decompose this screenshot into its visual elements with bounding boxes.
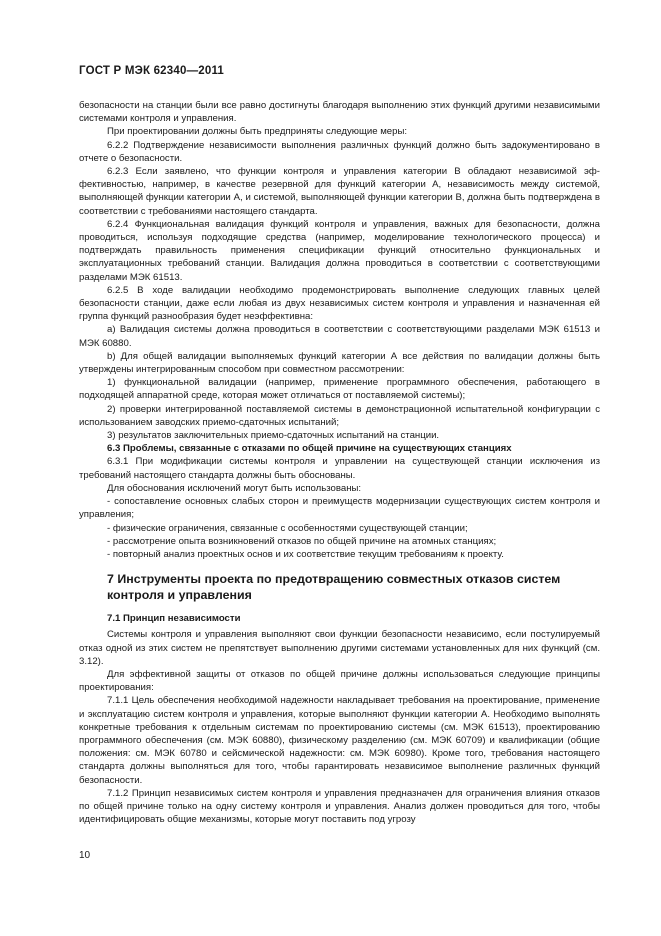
- dash-item: - повторный анализ проектных основ и их соответствие текущим требованиям к проекту.: [107, 548, 504, 560]
- clause-6-3-1: 6.3.1 При модификации системы контроля и управлении на существующей станции исключения из требований настоящего стандарта должны быть обоснованы.: [79, 456, 600, 481]
- clause-6-2-3: 6.2.3 Если заявлено, что функции контроля и управления категории В обладают независимой эффективностью, например, в качестве резервной для функций категории А, независимость между системой, выполняющей функции категории А, и системой, выполняющей функции категории В, должна быть подтверждена в соответствии с требованиями настоящего стандарта.: [79, 166, 600, 217]
- dash-item: - сопоставление основных слабых сторон и преимуществ модернизации существующих систем контроля и управления;: [79, 496, 600, 521]
- page-number: 10: [79, 850, 91, 861]
- subsection-7-1-heading: 7.1 Принцип независимости: [107, 613, 241, 625]
- list-item-3: 3) результатов заключительных приемо-сдаточных испытаний на станции.: [107, 430, 440, 442]
- section-7-heading: 7 Инструменты проекта по предотвращению совместных отказов систем контроля и управления: [107, 572, 561, 603]
- clause-6-2-5: 6.2.5 В ходе валидации необходимо продемонстрировать выполнение следующих главных целей безопасности станции, даже если любая из двух независимых систем контроля и управления и назначенная ей группа функций разнообразия будет неэффективна:: [79, 284, 600, 323]
- clause-6-2-2: 6.2.2 Подтверждение независимости выполнения различных функций должно быть задокументировано в отчете о безопасности.: [79, 139, 600, 164]
- list-item-b: b) Для общей валидации выполняемых функций категории А все действия по валидации должны быть утверждены интегрированным способом при совместном рассмотрении:: [79, 350, 600, 376]
- subsection-6-3-heading: 6.3 Проблемы, связанные с отказами по общей причине на существующих станциях: [107, 443, 512, 455]
- clause-6-2-4: 6.2.4 Функциональная валидация функций контроля и управления, важных для безопасности, должна проводиться, используя подходящие средства (например, моделирование технологического процесса) и подтверждать правильность применения спецификации функций относительно функциональных и эксплуатационных требований станции. Валидация должна проводиться в соответствии с соответствующими разделами МЭК 61513.: [79, 218, 600, 283]
- clause-7-1-2: 7.1.2 Принцип независимых систем контроля и управления предназначен для ограничения влияния отказов по общей причине только на одну систему контроля и управления. Анализ должен проводиться для того, чтобы идентифицировать общие механизмы, которые могут поставить под угрозу: [79, 787, 600, 826]
- document-header: ГОСТ Р МЭК 62340—2011: [79, 65, 225, 77]
- dash-item: - рассмотрение опыта возникновений отказов по общей причине на атомных станциях;: [107, 535, 497, 547]
- clause-7-1-1: 7.1.1 Цель обеспечения необходимой надежности накладывает требования на проектирование, применение и эксплуатацию систем контроля и управления, которые выполняют функции категории А. Необходимо выполнять конкретные требования к отдельным системам по проектированию системы (см. МЭК 61513), проектированию программного обеспечения (см. МЭК 60880), физическому разделению (см. МЭК 60709) и квалификации (общие положения: см. МЭК 60780 и сейсмической надежности: см. МЭК 60980). Кроме того, требования настоящего стандарта должны выполняться для того, чтобы гарантировать независимое выполнение различных функций безопасности.: [79, 695, 600, 786]
- paragraph: При проектировании должны быть предприняты следующие меры:: [107, 126, 408, 138]
- paragraph: Для эффективной защиты от отказов по общей причине должны использоваться следующие принципы проектирования:: [79, 668, 600, 694]
- paragraph: Системы контроля и управления выполняют свои функции безопасности независимо, если постулируемый отказ одной из этих систем не препятствует выполнению другими системами установленных для них функций (см. 3.12).: [79, 629, 600, 667]
- list-item-a: а) Валидация системы должна проводиться в соответствии с соответствующими разделами МЭК 61513 и МЭК 60880.: [79, 324, 600, 349]
- list-item-2: 2) проверки интегрированной поставляемой системы в демонстрационной испытательной конфигурации с использованием заводских приемо-сдаточных испытаний;: [79, 403, 600, 428]
- list-item-1: 1) функциональной валидации (например, применение программного обеспечения, работающего в подходящей аппаратной среде, которая может отличаться от поставляемой системы);: [79, 377, 600, 402]
- dash-item: - физические ограничения, связанные с особенностями существующей станции;: [107, 522, 468, 534]
- paragraph: Для обоснования исключений могут быть использованы:: [107, 482, 362, 494]
- page-body: [79, 99, 600, 826]
- paragraph: безопасности на станции были все равно достигнуты благодаря выполнению этих функций другими независимыми системами контроля и управления.: [79, 100, 600, 125]
